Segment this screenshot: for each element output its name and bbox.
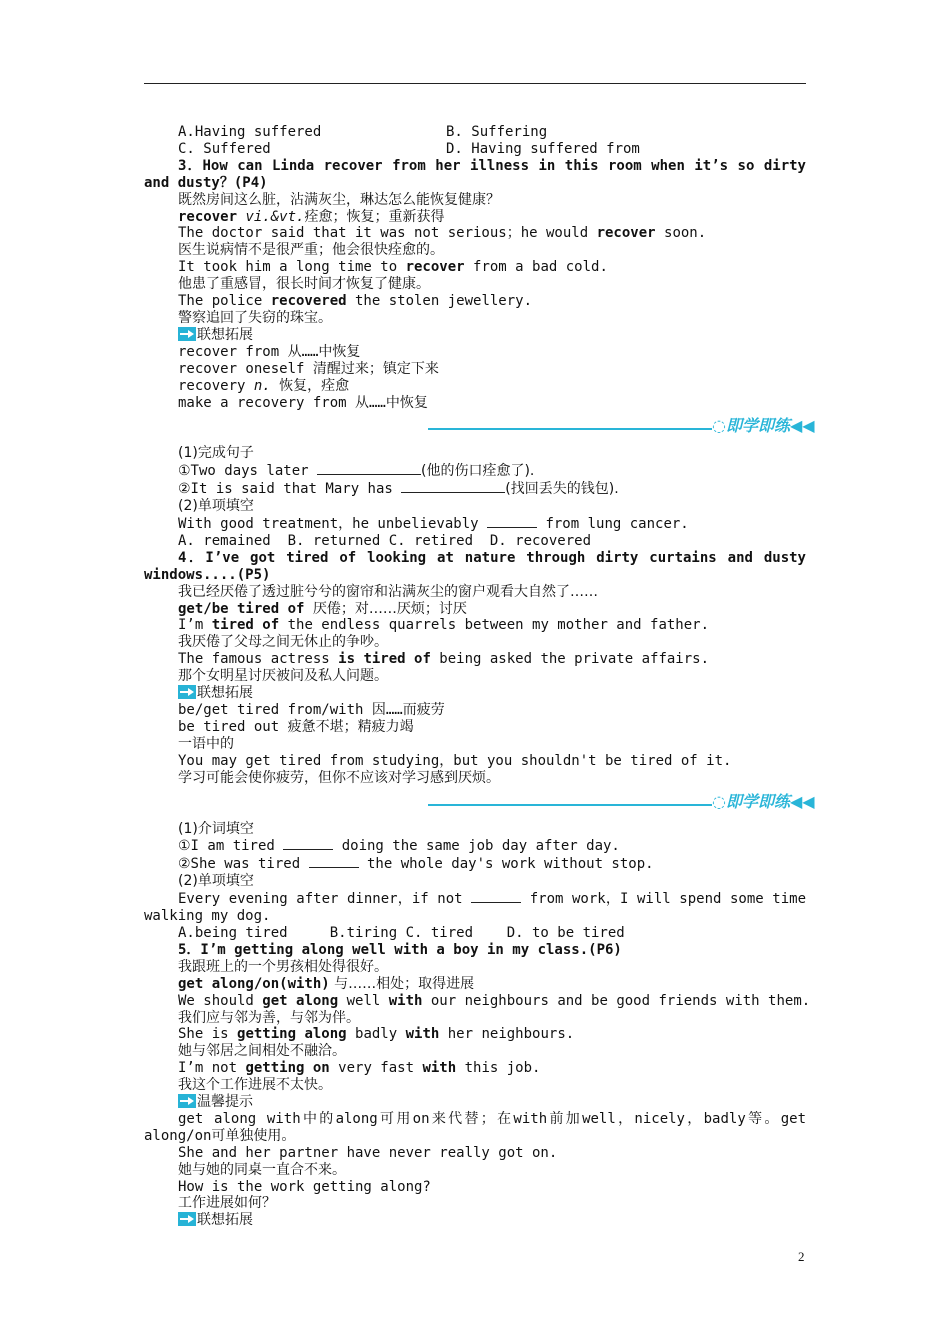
section-5-title: 5．I’m getting along well with a boy in my class.(P6) — [178, 941, 622, 958]
exercise-heading: (1)介词填空 — [178, 820, 254, 837]
example-sentence: The famous actress is tired of being asked the private affairs. — [178, 651, 710, 668]
section-3-translation: 既然房间这么脏，沾满灰尘，琳达怎么能恢复健康？ — [178, 191, 500, 208]
exercise-heading: (2)单项填空 — [178, 873, 254, 890]
practice-badge: ◌即学即练◀◀ — [712, 416, 815, 436]
example-translation: 她与她的同桌一直合不来。 — [178, 1161, 346, 1178]
tip-text: get along with中的along可用on来代替；在with前加well，nicely，badly等。get along/on可单独使用。 — [144, 1110, 806, 1144]
section-3-title: 3．How can Linda recover from her illness in this room when it’s so dirty and dusty？(P4) — [144, 157, 806, 191]
exercise-item: ②She was tired the whole day's work without stop. — [178, 856, 654, 873]
example-translation: 那个女明星讨厌被问及私人问题。 — [178, 668, 388, 685]
example-translation: 医生说病情不是很严重；他会很快痊愈的。 — [178, 242, 444, 259]
part-of-speech: vi.&vt. — [245, 208, 305, 225]
example-translation: 警察追回了失窃的珠宝。 — [178, 309, 332, 326]
arrow-marker-icon — [178, 1212, 196, 1226]
exercise-item: With good treatment，he unbelievably from lung cancer. — [178, 516, 689, 533]
example-sentence: She and her partner have never really got on. — [178, 1144, 558, 1161]
section-5-translation: 我跟班上的一个男孩相处得很好。 — [178, 958, 388, 975]
exercise-options: A.being tired B.tiring C. tired D. to be tired — [178, 924, 625, 941]
example-sentence: I’m tired of the endless quarrels between my mother and father. — [178, 617, 710, 634]
option-c: C. Suffered — [178, 140, 271, 157]
answer-blank[interactable] — [317, 462, 421, 475]
expand-item: be/get tired from/with 因……而疲劳 — [178, 702, 445, 718]
section-4-title: 4．I’ve got tired of looking at nature through dirty curtains and dusty windows....(P5) — [144, 549, 806, 583]
exercise-item: ②It is said that Mary has (找回丢失的钱包). — [178, 481, 619, 498]
expand-item: recover from 从……中恢复 — [178, 343, 361, 360]
practice-badge: ◌即学即练◀◀ — [712, 791, 815, 811]
expand-item: recovery n. 恢复，痊愈 — [178, 377, 350, 394]
arrow-marker-icon — [178, 1094, 196, 1108]
answer-blank[interactable] — [401, 480, 505, 493]
practice-divider — [144, 411, 815, 445]
exercise-options: A. remained B. returned C. retired D. recovered — [178, 532, 592, 549]
example-sentence: We should get along well with our neighbours and be good friends with them. — [178, 992, 811, 1009]
section-4-translation: 我已经厌倦了透过脏兮兮的窗帘和沾满灰尘的窗户观看大自然了…… — [178, 583, 598, 600]
option-d: D. Having suffered from — [446, 140, 640, 157]
expand-item: You may get tired from studying，but you shouldn't be tired of it. — [178, 752, 732, 769]
practice-line — [428, 804, 712, 806]
page-content — [144, 124, 815, 1229]
header-rule — [144, 83, 806, 84]
definition: 痊愈；恢复；重新获得 — [304, 208, 445, 225]
option-a: A.Having suffered — [178, 124, 322, 140]
example-sentence: How is the work getting along? — [178, 1178, 431, 1195]
example-sentence: The doctor said that it was not serious；he would recover soon. — [178, 225, 707, 242]
example-sentence: I’m not getting on very fast with this job. — [178, 1060, 541, 1077]
exercise-item: Every evening after dinner，if not from work，I will spend some time walking my dog. — [144, 891, 806, 925]
example-translation: 我们应与邻为善，与邻为伴。 — [178, 1009, 360, 1026]
option-b: B. Suffering — [446, 124, 548, 140]
example-sentence: The police recovered the stolen jewellery. — [178, 293, 533, 310]
answer-blank[interactable] — [471, 890, 521, 903]
exercise-heading: (2)单项填空 — [178, 498, 254, 515]
answer-blank[interactable] — [283, 837, 333, 850]
tip-heading: 温馨提示 — [144, 1094, 806, 1111]
arrow-marker-icon — [178, 327, 196, 341]
expand-heading: 联想拓展 — [144, 1212, 806, 1229]
example-sentence: She is getting along badly with her neighbours. — [178, 1026, 575, 1043]
expand-heading: 联想拓展 — [144, 685, 806, 702]
example-translation: 她与邻居之间相处不融洽。 — [178, 1043, 346, 1060]
expand-heading: 联想拓展 — [144, 327, 806, 344]
expand-item: 一语中的 — [178, 735, 234, 752]
section-3-definition — [144, 209, 806, 226]
expand-item: be tired out 疲惫不堪；精疲力竭 — [178, 718, 414, 735]
practice-line — [428, 428, 712, 430]
exercise-item: ①I am tired doing the same job day after day. — [178, 838, 620, 855]
section-5-definition: get along/on(with) 与……相处；取得进展 — [178, 975, 475, 992]
option-row — [144, 141, 806, 158]
example-translation: 我这个工作进展不太快。 — [178, 1077, 332, 1094]
example-translation: 他患了重感冒，很长时间才恢复了健康。 — [178, 276, 430, 293]
option-row — [144, 124, 806, 141]
expand-item: make a recovery from 从……中恢复 — [178, 394, 428, 411]
example-translation: 我厌倦了父母之间无休止的争吵。 — [178, 634, 388, 651]
answer-blank[interactable] — [487, 515, 537, 528]
section-4-definition: get/be tired of 厌倦；对……厌烦；讨厌 — [178, 600, 467, 617]
expand-item: recover oneself 清醒过来；镇定下来 — [178, 360, 439, 377]
expand-item: 学习可能会使你疲劳，但你不应该对学习感到厌烦。 — [178, 769, 500, 786]
arrow-marker-icon — [178, 685, 196, 699]
keyword: recover — [178, 208, 238, 225]
example-sentence: It took him a long time to recover from a bad cold. — [178, 259, 608, 276]
exercise-item: ①Two days later (他的伤口痊愈了). — [178, 463, 535, 480]
practice-divider — [144, 787, 815, 821]
answer-blank[interactable] — [309, 855, 359, 868]
example-translation: 工作进展如何？ — [178, 1195, 276, 1212]
page-number: 2 — [798, 1249, 805, 1264]
exercise-heading: (1)完成句子 — [178, 445, 254, 462]
